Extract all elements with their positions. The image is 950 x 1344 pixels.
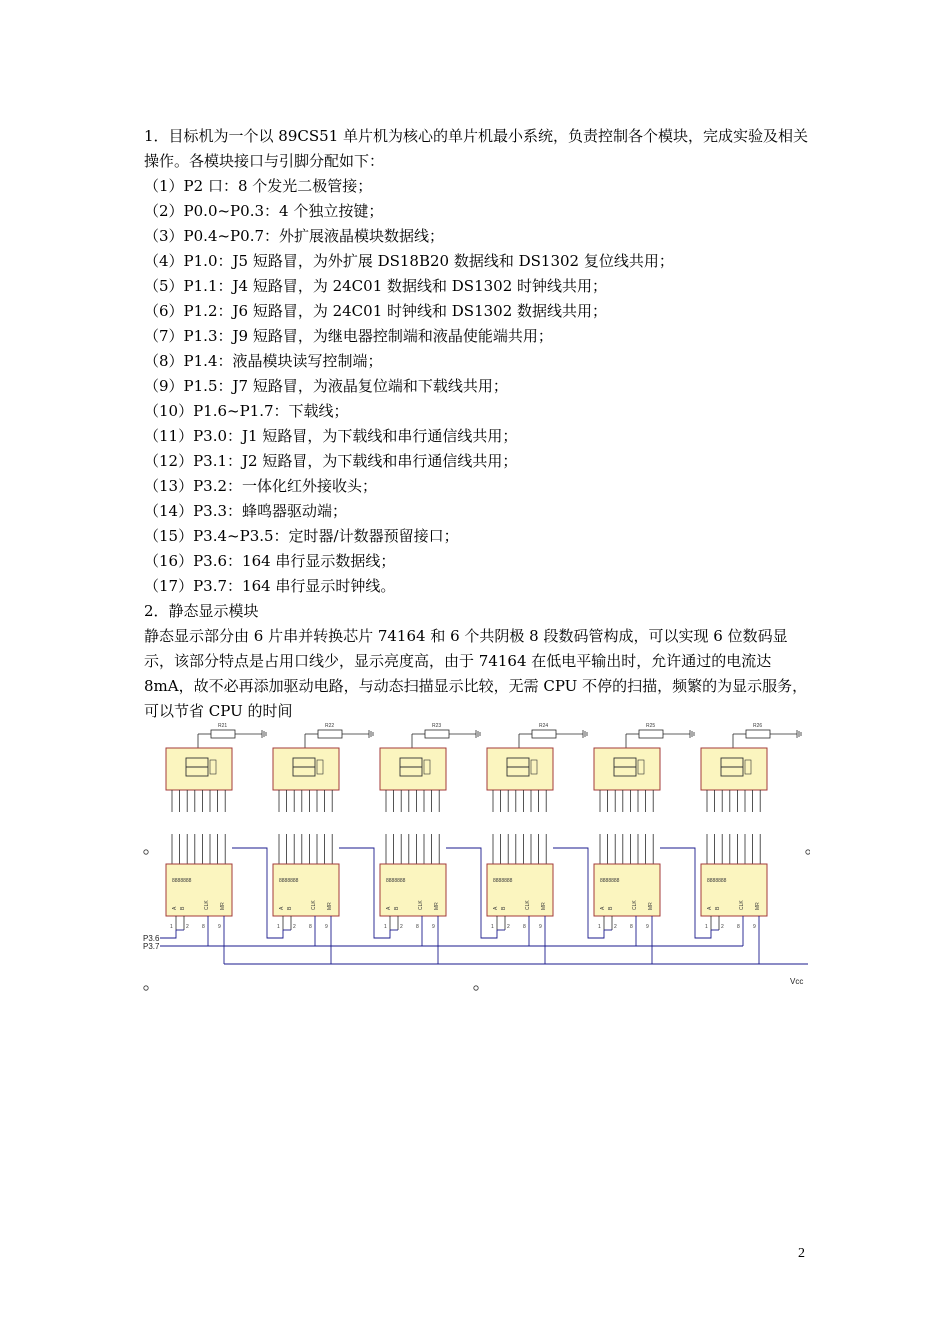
pin-number: 9 (646, 924, 649, 930)
list-item: （5）P1.1：J4 短路冒，为 24C01 数据线和 DS1302 时钟线共用； (144, 277, 608, 295)
chip-pin-label: B (394, 906, 400, 910)
chip-pin-label: B (608, 906, 614, 910)
chip-pin-label: MR (648, 902, 654, 910)
resistor (318, 730, 342, 738)
seven-segment-display (487, 748, 553, 790)
list-item: （1）P2 口：8 个发光二极管接； (144, 177, 373, 195)
resistor-label: R24 (539, 723, 549, 729)
chip-pin-row: 8888888 (172, 878, 192, 884)
connector-dot (144, 850, 148, 854)
chip-pin-label: A (386, 906, 392, 910)
chip-pin-label: CLK (632, 900, 638, 910)
pin-number: 9 (753, 924, 756, 930)
list-item: （15）P3.4~P3.5：定时器/计数器预留接口； (144, 527, 459, 545)
pin-number: 2 (507, 924, 510, 930)
chip-pin-label: A (493, 906, 499, 910)
chip-pin-label: CLK (525, 900, 531, 910)
chip-pin-label: CLK (739, 900, 745, 910)
list-item: （9）P1.5：J7 短路冒，为液晶复位端和下载线共用； (144, 377, 508, 395)
resistor-label: R26 (753, 723, 763, 729)
pin-number: 1 (170, 924, 173, 930)
connector-dot (474, 986, 478, 990)
chip-pin-row: 8888888 (279, 878, 299, 884)
connector-dot (144, 986, 148, 990)
list-item: （11）P3.0：J1 短路冒，为下载线和串行通信线共用； (144, 427, 518, 445)
list-item: （3）P0.4~P0.7：外扩展液晶模块数据线； (144, 227, 445, 245)
chip-pin-label: MR (327, 902, 333, 910)
section2-heading: 2．静态显示模块 (144, 602, 259, 620)
list-item: （2）P0.0~P0.3：4 个独立按键； (144, 202, 384, 220)
resistor-label: R23 (432, 723, 442, 729)
list-item: （12）P3.1：J2 短路冒，为下载线和串行通信线共用； (144, 452, 518, 470)
pin-number: 8 (523, 924, 526, 930)
list-item: （10）P1.6~P1.7：下载线； (144, 402, 349, 420)
seven-segment-display (166, 748, 232, 790)
pin-number: 9 (539, 924, 542, 930)
pin-number: 2 (400, 924, 403, 930)
section1-heading: 1．目标机为一个以 89CS51 单片机为核心的单片机最小系统，负责控制各个模块，完成实验及相关操作。各模块接口与引脚分配如下： (144, 127, 809, 170)
pin-number: 2 (186, 924, 189, 930)
seven-segment-display (273, 748, 339, 790)
chip-pin-label: MR (541, 902, 547, 910)
pin-assignment-list (144, 174, 810, 599)
pin-number: 1 (384, 924, 387, 930)
list-item: （6）P1.2：J6 短路冒，为 24C01 时钟线和 DS1302 数据线共用； (144, 302, 608, 320)
pin-number: 8 (202, 924, 205, 930)
seven-segment-display (701, 748, 767, 790)
pin-number: 2 (614, 924, 617, 930)
chip-pin-row: 8888888 (386, 878, 406, 884)
list-item: （8）P1.4：液晶模块读写控制端； (144, 352, 383, 370)
seven-segment-display (594, 748, 660, 790)
signal-label-p36: P3.6 (143, 934, 160, 943)
resistor (532, 730, 556, 738)
chip-pin-label: CLK (418, 900, 424, 910)
pin-number: 2 (293, 924, 296, 930)
section2-paragraph: 静态显示部分由 6 片串并转换芯片 74164 和 6 个共阴极 8 段数码管构成，可以实现 6 位数码显示，该部分特点是占用口线少，显示亮度高，由于 74164 在低电平输出时，允许通过的电流达 8mA，故不必再添加驱动电路，与动态扫描显示比较，无需 CPU 不停的扫描，频繁的为显示服务，可以节省 CPU 的时间 (144, 627, 808, 720)
pin-number: 1 (277, 924, 280, 930)
chip-pin-label: B (715, 906, 721, 910)
chip-pin-label: CLK (204, 900, 210, 910)
resistor-label: R22 (325, 723, 335, 729)
list-item: （7）P1.3：J9 短路冒，为继电器控制端和液晶使能端共用； (144, 327, 553, 345)
list-item: （4）P1.0：J5 短路冒，为外扩展 DS18B20 数据线和 DS1302 复位线共用； (144, 252, 674, 270)
chip-pin-label: B (501, 906, 507, 910)
chip-pin-label: A (172, 906, 178, 910)
list-item: （14）P3.3：蜂鸣器驱动端； (144, 502, 348, 520)
chip-pin-label: CLK (311, 900, 317, 910)
pin-number: 9 (432, 924, 435, 930)
resistor (425, 730, 449, 738)
pin-number: 9 (218, 924, 221, 930)
chip-pin-row: 8888888 (707, 878, 727, 884)
seven-segment-display (380, 748, 446, 790)
pin-number: 8 (416, 924, 419, 930)
chip-pin-label: A (707, 906, 713, 910)
p36-data-wire (160, 930, 176, 938)
power-label-vcc: Vcc (790, 977, 804, 986)
chip-pin-row: 8888888 (493, 878, 513, 884)
list-item: （17）P3.7：164 串行显示时钟线。 (144, 577, 396, 595)
signal-label-p37: P3.7 (143, 942, 160, 951)
resistor (639, 730, 663, 738)
chip-pin-label: MR (755, 902, 761, 910)
pin-number: 1 (598, 924, 601, 930)
pin-number: 8 (309, 924, 312, 930)
chip-pin-label: A (279, 906, 285, 910)
static-display-schematic (140, 716, 810, 998)
page-number: 2 (798, 1246, 805, 1261)
list-item: （16）P3.6：164 串行显示数据线； (144, 552, 396, 570)
chip-pin-label: B (287, 906, 293, 910)
pin-number: 9 (325, 924, 328, 930)
chip-pin-row: 8888888 (600, 878, 620, 884)
chip-pin-label: MR (434, 902, 440, 910)
chip-pin-label: B (180, 906, 186, 910)
resistor-label: R21 (218, 723, 228, 729)
resistor (746, 730, 770, 738)
pin-number: 8 (737, 924, 740, 930)
connector-dot (806, 850, 810, 854)
pin-number: 8 (630, 924, 633, 930)
resistor (211, 730, 235, 738)
resistor-label: R25 (646, 723, 656, 729)
chip-pin-label: A (600, 906, 606, 910)
chip-pin-label: MR (220, 902, 226, 910)
pin-number: 1 (491, 924, 494, 930)
list-item: （13）P3.2：一体化红外接收头； (144, 477, 378, 495)
pin-number: 2 (721, 924, 724, 930)
body-text (144, 124, 810, 724)
pin-number: 1 (705, 924, 708, 930)
